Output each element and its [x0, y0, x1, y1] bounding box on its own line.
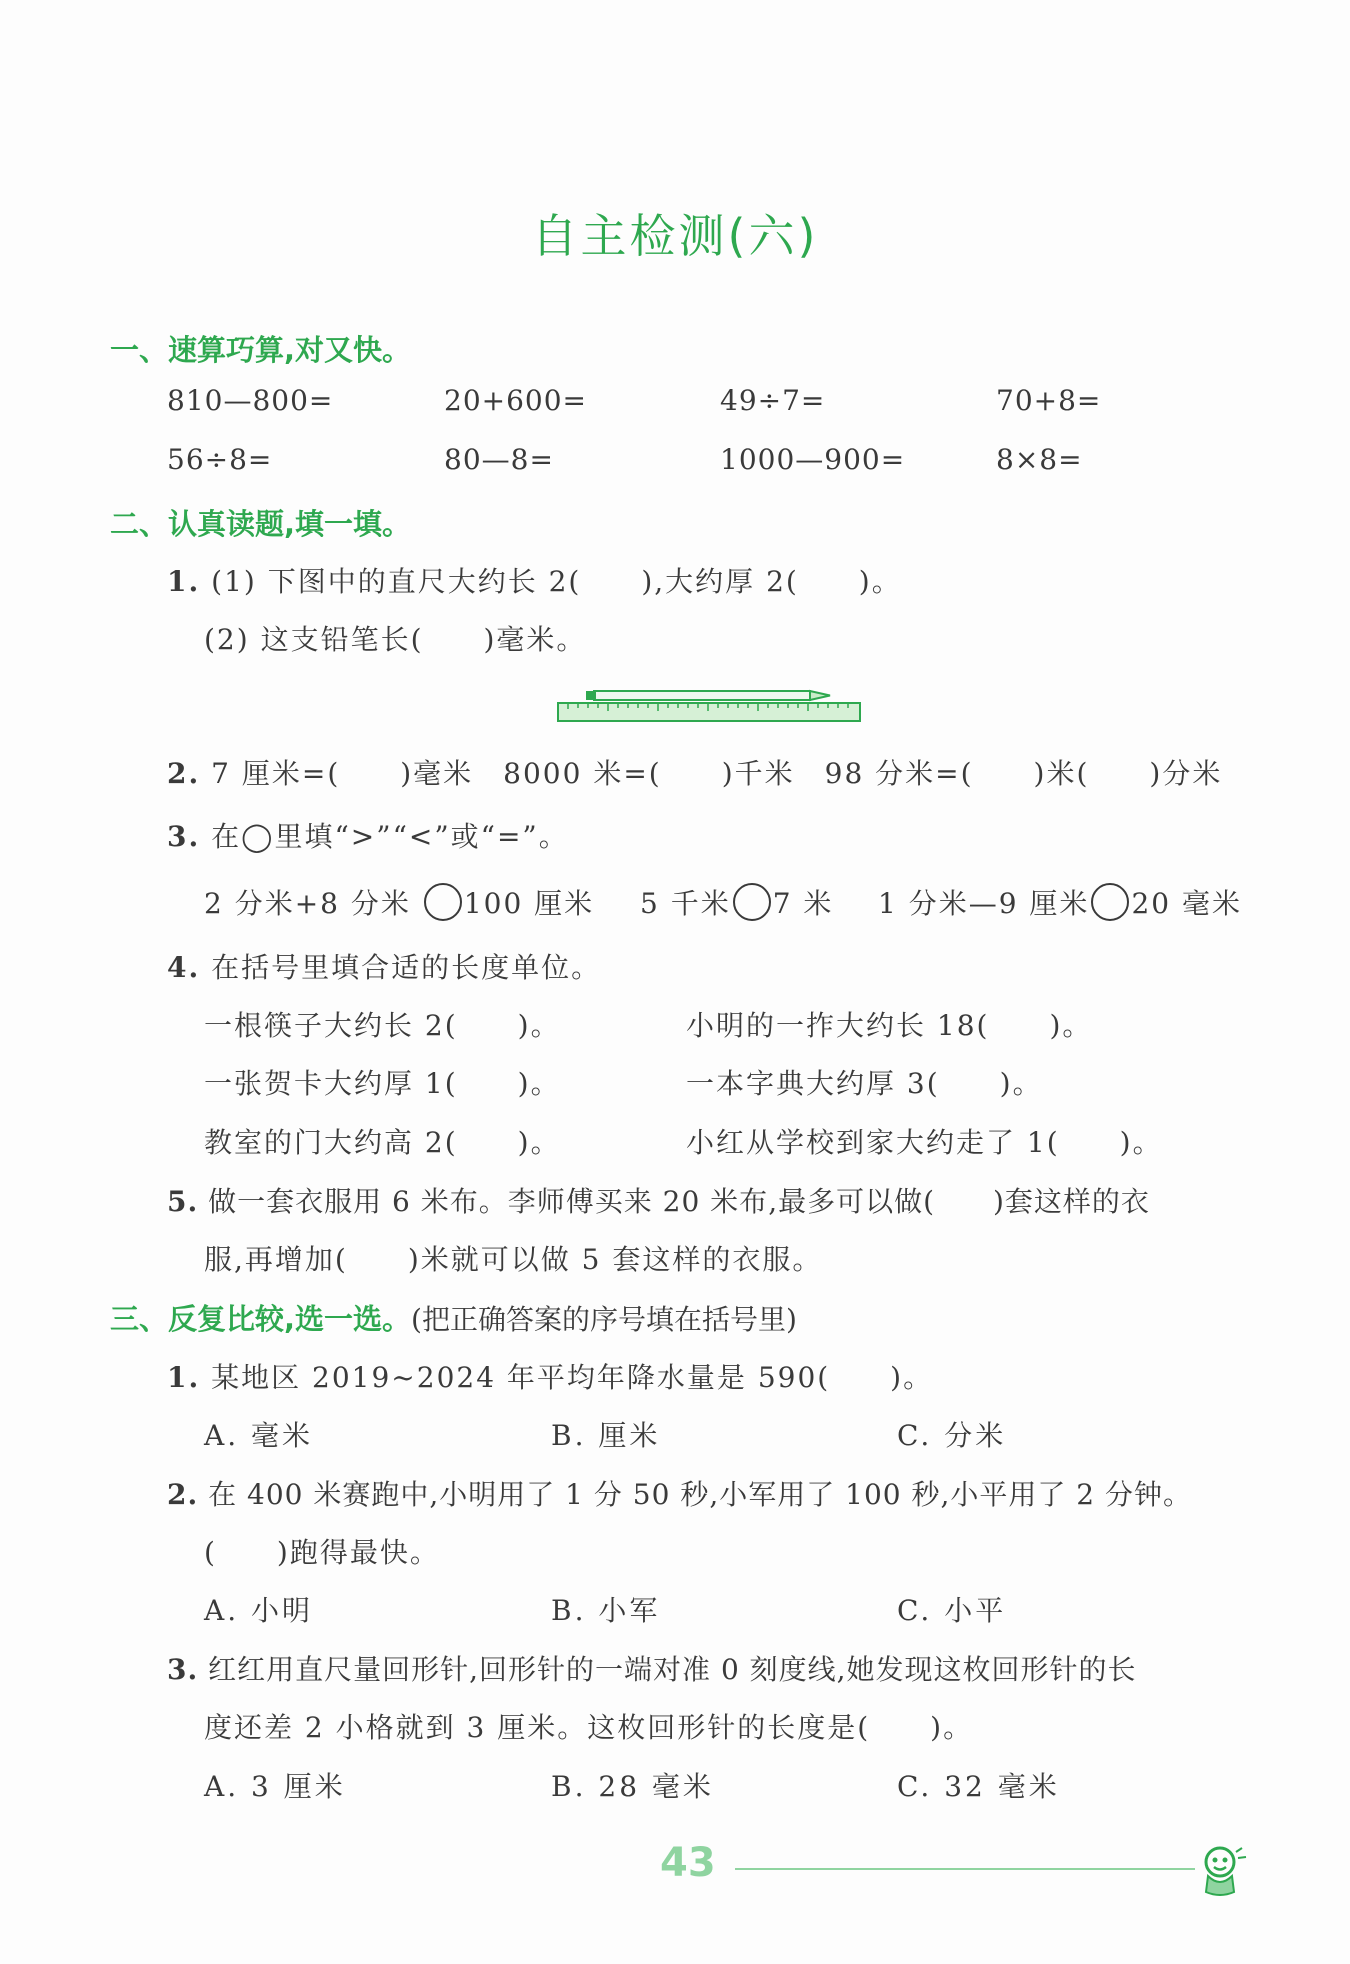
- question-text: (1) 下图中的直尺大约长 2( ),大约厚 2( )。: [211, 565, 902, 598]
- page-title: 自主检测(六): [531, 209, 819, 263]
- ruler-icon: [558, 703, 860, 721]
- section-3-note: (把正确答案的序号填在括号里): [411, 1303, 797, 1336]
- mascot-icon: [1190, 1836, 1254, 1900]
- section-1-heading: 一、速算巧算,对又快。: [110, 333, 412, 367]
- section-2-heading: 二、认真读题,填一填。: [110, 507, 412, 541]
- question-number: 3.: [167, 820, 201, 853]
- section-3-title: 三、反复比较,选一选。: [110, 1302, 412, 1336]
- calc-item: 1000—900=: [720, 443, 906, 476]
- question-text: 7 厘米=( )毫米 8000 米=( )千米 98 分米=( )米( )分米: [211, 757, 1223, 790]
- question-number: 1.: [167, 1361, 201, 1394]
- fill-item: 教室的门大约高 2( )。: [204, 1126, 561, 1159]
- option-b[interactable]: B. 28 毫米: [551, 1770, 714, 1803]
- option-a[interactable]: A. 毫米: [204, 1419, 314, 1452]
- option-b[interactable]: B. 小军: [551, 1594, 661, 1627]
- question-2-3: [167, 815, 569, 855]
- compare-right: 100 厘米: [463, 887, 595, 920]
- question-2-4: [167, 946, 601, 986]
- question-number: 5.: [167, 1185, 199, 1218]
- question-number: 2.: [167, 1478, 199, 1511]
- compare-item: [878, 882, 1242, 922]
- calc-item: 810—800=: [167, 384, 334, 417]
- question-text: 某地区 2019~2024 年平均年降水量是 590( )。: [211, 1361, 934, 1394]
- compare-item: [640, 882, 833, 922]
- pencil-icon: [586, 691, 830, 700]
- answer-circle[interactable]: [733, 883, 771, 921]
- fill-item: 小红从学校到家大约走了 1( )。: [686, 1126, 1163, 1159]
- question-number: 2.: [167, 757, 201, 790]
- fill-item: 一本字典大约厚 3( )。: [686, 1067, 1043, 1100]
- calc-item: 56÷8=: [167, 443, 273, 476]
- calc-item: 8×8=: [996, 443, 1083, 476]
- question-3-2: [167, 1473, 1192, 1513]
- calc-item: 20+600=: [444, 384, 587, 417]
- question-3-3-cont: 度还差 2 小格就到 3 厘米。这枚回形针的长度是( )。: [204, 1711, 974, 1744]
- calc-item: 80—8=: [444, 443, 554, 476]
- question-2-5: [167, 1180, 1150, 1220]
- question-text: 做一套衣服用 6 米布。李师傅买来 20 米布,最多可以做( )套这样的衣: [208, 1185, 1150, 1218]
- answer-circle[interactable]: [1091, 883, 1129, 921]
- section-3-heading: [110, 1297, 797, 1338]
- option-c[interactable]: C. 小平: [897, 1594, 1007, 1627]
- option-b[interactable]: B. 厘米: [551, 1419, 661, 1452]
- question-3-2-cont: ( )跑得最快。: [204, 1536, 440, 1569]
- question-text: 红红用直尺量回形针,回形针的一端对准 0 刻度线,她发现这枚回形针的长: [208, 1653, 1137, 1686]
- compare-right: 20 毫米: [1131, 887, 1242, 920]
- compare-right: 7 米: [772, 887, 834, 920]
- option-a[interactable]: A. 3 厘米: [204, 1770, 346, 1803]
- fill-item: 小明的一拃大约长 18( )。: [686, 1009, 1093, 1042]
- footer-rule: [735, 1868, 1195, 1870]
- question-3-3: [167, 1648, 1137, 1688]
- answer-circle[interactable]: [424, 883, 462, 921]
- question-2-1-sub: (2) 这支铅笔长( )毫米。: [204, 623, 587, 656]
- calc-item: 70+8=: [996, 384, 1102, 417]
- ruler-pencil-illustration: [556, 688, 864, 724]
- question-2-5-cont: 服,再增加( )米就可以做 5 套这样的衣服。: [204, 1243, 823, 1276]
- compare-item: [204, 882, 594, 922]
- option-a[interactable]: A. 小明: [204, 1594, 314, 1627]
- fill-item: 一张贺卡大约厚 1( )。: [204, 1067, 561, 1100]
- compare-left: 2 分米+8 分米: [204, 887, 411, 920]
- question-2-1: [167, 560, 902, 600]
- compare-left: 5 千米: [640, 887, 731, 920]
- option-c[interactable]: C. 分米: [897, 1419, 1007, 1452]
- fill-item: 一根筷子大约长 2( )。: [204, 1009, 561, 1042]
- page-number: 43: [660, 1840, 716, 1886]
- question-number: 3.: [167, 1653, 199, 1686]
- option-c[interactable]: C. 32 毫米: [897, 1770, 1060, 1803]
- question-text: 在◯里填“>”“<”或“=”。: [211, 820, 569, 853]
- question-3-1: [167, 1356, 933, 1396]
- question-number: 1.: [167, 565, 201, 598]
- question-2-2: [167, 752, 1222, 792]
- question-text: 在括号里填合适的长度单位。: [211, 951, 602, 984]
- question-number: 4.: [167, 951, 201, 984]
- question-text: 在 400 米赛跑中,小明用了 1 分 50 秒,小军用了 100 秒,小平用了 2 分钟。: [208, 1478, 1192, 1511]
- calc-item: 49÷7=: [720, 384, 826, 417]
- compare-left: 1 分米—9 厘米: [878, 887, 1090, 920]
